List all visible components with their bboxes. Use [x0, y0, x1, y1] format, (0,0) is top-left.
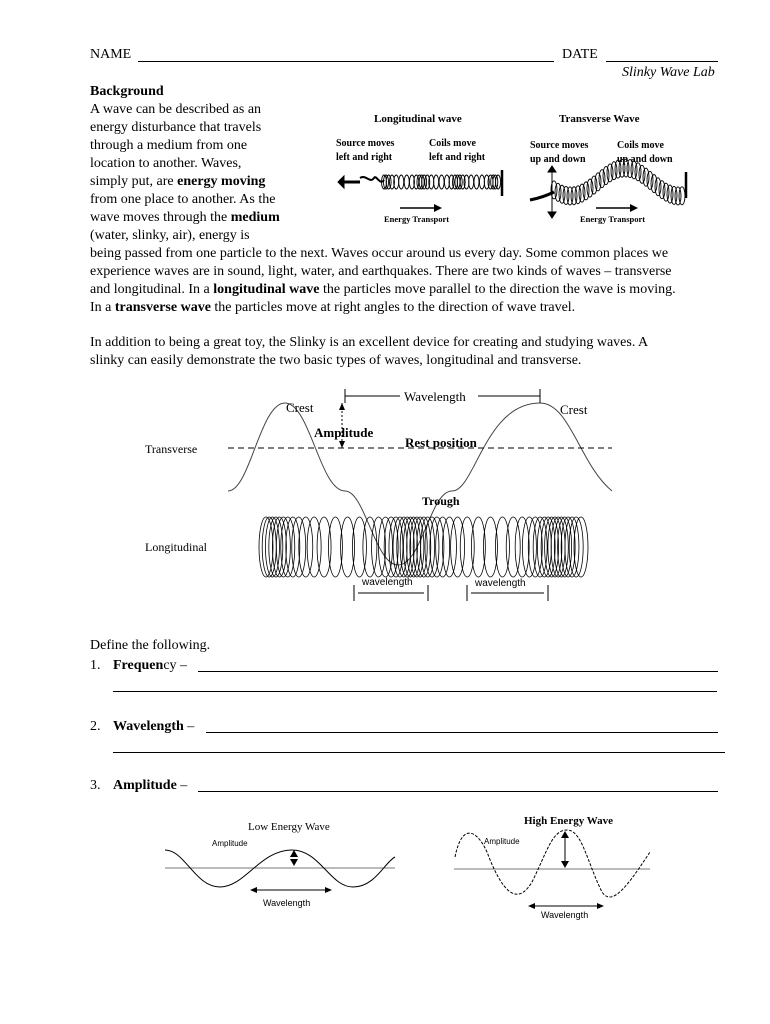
high-wavelength-label: Wavelength	[541, 910, 589, 920]
define-intro: Define the following.	[90, 638, 211, 653]
define-item-number: 3.	[90, 778, 101, 793]
coil	[317, 517, 331, 577]
background-line: energy disturbance that travels	[90, 120, 262, 135]
coil	[679, 187, 685, 205]
coil	[603, 167, 609, 185]
name-field[interactable]	[138, 61, 554, 62]
svg-text:left and right: left and right	[336, 152, 393, 163]
coil	[474, 175, 479, 189]
amplitude-label: Amplitude	[314, 425, 374, 440]
wave-parts-diagram	[140, 385, 620, 610]
coil	[591, 176, 597, 194]
coil	[276, 517, 290, 577]
coil	[643, 168, 649, 186]
background-line: being passed from one particle to the next. Waves occur around us every day. Some common places we	[90, 246, 669, 261]
svg-text:up and down: up and down	[530, 154, 586, 165]
longitudinal-coils	[259, 517, 588, 577]
svg-text:Source moves: Source moves	[336, 138, 395, 149]
coil	[399, 175, 404, 189]
wavelength-answer-line-1[interactable]	[206, 732, 718, 733]
coil	[639, 165, 645, 183]
trough-label: Trough	[422, 494, 460, 508]
slinky-wave-figure	[330, 108, 700, 230]
coil	[655, 178, 661, 196]
background-line: from one place to another. As the	[90, 192, 276, 207]
coil	[587, 179, 593, 197]
crest-label-right: Crest	[560, 402, 588, 417]
transverse-slinky	[530, 159, 686, 218]
svg-text:left and right: left and right	[429, 152, 486, 163]
define-item-wavelength: Wavelength –	[113, 719, 195, 734]
coil	[434, 175, 439, 189]
name-label: NAME	[90, 47, 132, 62]
transverse-title: Transverse Wave	[559, 113, 640, 125]
coil	[404, 175, 409, 189]
high-energy-wave-figure	[452, 812, 652, 924]
background-line: (water, slinky, air), energy is	[90, 228, 250, 243]
coil	[647, 171, 653, 189]
define-item-number: 1.	[90, 658, 101, 673]
coil	[579, 184, 585, 202]
transverse-label: Transverse	[145, 442, 198, 456]
background-line: location to another. Waves,	[90, 156, 242, 171]
background-line: A wave can be described as an	[90, 102, 262, 117]
wavelength-left-label: wavelength	[362, 577, 413, 588]
slinky-paragraph-line: slinky can easily demonstrate the two basic types of waves, longitudinal and transverse.	[90, 353, 582, 368]
coil	[607, 164, 613, 182]
background-line: wave moves through the medium	[90, 210, 280, 225]
coil	[635, 163, 641, 181]
low-wavelength-label: Wavelength	[263, 898, 311, 908]
date-label: DATE	[562, 47, 598, 62]
background-line: through a medium from one	[90, 138, 248, 153]
coil	[439, 175, 444, 189]
low-energy-wave-figure	[160, 812, 400, 917]
background-heading: Background	[90, 84, 164, 99]
coil	[421, 517, 435, 577]
energy-transport-left: Energy Transport	[384, 214, 450, 224]
background-line: In a transverse wave the particles move at right angles to the direction of wave travel.	[90, 300, 576, 315]
background-line: simply put, are energy moving	[90, 174, 266, 189]
coil	[460, 517, 474, 577]
background-line: experience waves are in sound, light, water, and earthquakes. There are two kinds of waves – transverse	[90, 264, 672, 279]
longitudinal-title: Longitudinal wave	[374, 113, 462, 125]
coil	[479, 175, 484, 189]
background-line: and longitudinal. In a longitudinal wave the particles move parallel to the direction the wave is moving.	[90, 282, 676, 297]
longitudinal-slinky	[338, 170, 502, 196]
define-item-amplitude: Amplitude –	[113, 778, 188, 793]
high-energy-title: High Energy Wave	[524, 815, 614, 827]
coil	[599, 170, 605, 188]
wavelength-right-label: wavelength	[475, 578, 526, 589]
svg-text:Coils move: Coils move	[429, 138, 476, 149]
date-field[interactable]	[606, 61, 718, 62]
frequency-answer-line-2[interactable]	[113, 691, 717, 692]
wavelength-answer-line-2[interactable]	[113, 752, 725, 753]
frequency-answer-line-1[interactable]	[198, 671, 718, 672]
low-energy-title: Low Energy Wave	[248, 821, 330, 833]
amplitude-answer-line[interactable]	[198, 791, 718, 792]
define-item-frequency: Frequency –	[113, 658, 188, 673]
coil	[659, 181, 665, 199]
svg-text:Source moves: Source moves	[530, 140, 589, 151]
lab-subtitle: Slinky Wave Lab	[622, 65, 715, 80]
coil	[651, 175, 657, 193]
low-amplitude-label: Amplitude	[212, 839, 248, 848]
coil	[583, 182, 589, 200]
high-amplitude-label: Amplitude	[484, 837, 520, 846]
coil	[506, 517, 520, 577]
crest-label-left: Crest	[286, 400, 314, 415]
coil	[595, 173, 601, 191]
wavelength-label: Wavelength	[404, 389, 466, 404]
rest-position-label: Rest position	[405, 435, 477, 450]
svg-text:Coils move: Coils move	[617, 140, 664, 151]
longitudinal-label: Longitudinal	[145, 540, 207, 554]
energy-transport-right: Energy Transport	[580, 214, 646, 224]
svg-text:up and down: up and down	[617, 154, 673, 165]
define-item-number: 2.	[90, 719, 101, 734]
slinky-paragraph-line: In addition to being a great toy, the Slinky is an excellent device for creating and studying waves. A	[90, 335, 649, 350]
